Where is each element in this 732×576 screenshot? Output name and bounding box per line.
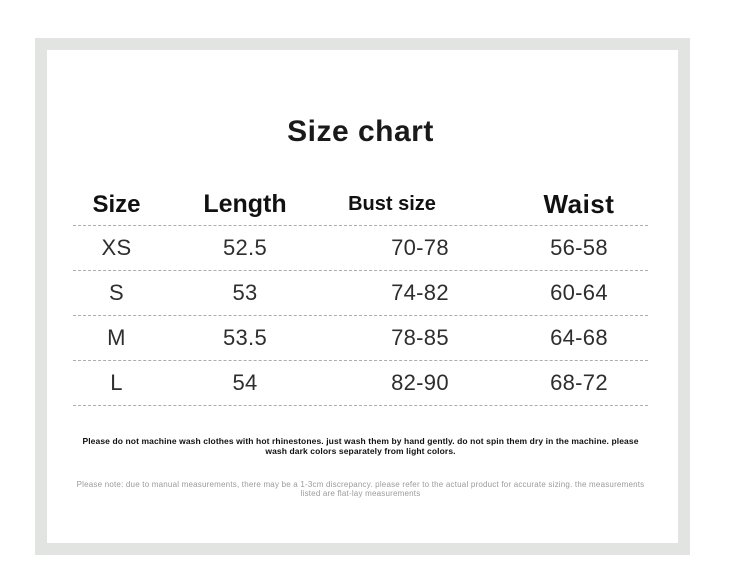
- bust-value: 82-90: [391, 370, 449, 395]
- table-row-xs: [73, 226, 648, 271]
- size-value: XS: [101, 235, 132, 260]
- column-header-size: Size: [92, 190, 141, 218]
- size-value: S: [109, 280, 124, 305]
- measurement-disclaimer-note: Please note: due to manual measurements, there may be a 1-3cm discrepancy. please refer to the actual product for accurate sizing. the measurements listed are flat-lay measurements: [76, 480, 645, 498]
- column-header-length: Length: [203, 190, 287, 218]
- table-row-m: [73, 316, 648, 361]
- length-value: 54: [232, 370, 258, 395]
- length-value: 53.5: [222, 325, 268, 350]
- size-value: L: [110, 370, 123, 395]
- bust-value: 70-78: [391, 235, 449, 260]
- length-value: 53: [232, 280, 258, 305]
- bust-value: 78-85: [391, 325, 449, 350]
- waist-value: 68-72: [550, 370, 608, 395]
- size-value: M: [107, 325, 126, 350]
- column-header-waist: Waist: [543, 189, 615, 219]
- length-value: 52.5: [222, 235, 268, 260]
- page-frame: [35, 38, 690, 555]
- care-instructions-note: Please do not machine wash clothes with hot rhinestones. just wash them by hand gently. do not spin them dry in the machine. please wash dark colors separately from light colors.: [82, 436, 639, 456]
- column-header-bust-size: Bust size: [348, 193, 436, 215]
- size-table: [73, 184, 648, 406]
- table-header-row: [73, 184, 648, 226]
- table-row-l: [73, 361, 648, 406]
- table-row-s: [73, 271, 648, 316]
- waist-value: 56-58: [550, 235, 608, 260]
- bust-value: 74-82: [391, 280, 449, 305]
- page-title: Size chart: [287, 115, 434, 148]
- waist-value: 64-68: [550, 325, 608, 350]
- size-chart-content: [47, 50, 678, 543]
- waist-value: 60-64: [550, 280, 608, 305]
